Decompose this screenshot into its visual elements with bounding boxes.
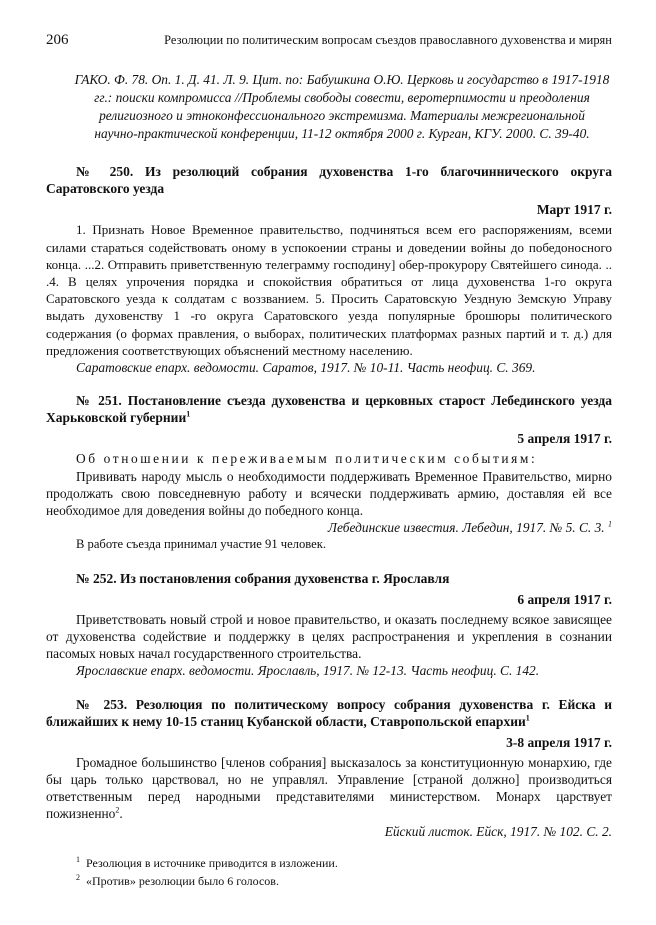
source-line: гг.: поиски компромисса //Проблемы свободы совести, веротерпимости и преодоления — [94, 90, 590, 106]
doc-250-text: 1. Признать Новое Временное правительство, подчиняться всем его распоряжениям, всеми силами стараться содействовать оному в успокоении страны и доведении войны до победоносного конца. ...2. Отправить приветственную телеграмму господину] обер-прокурору Святейшего синода. .. .4. В целях упрочения порядка и спокойствия обратиться от лица духовенства 1-го округа Саратовского уезда к солдатам с воззванием. 5. Просить Саратовскую Уездную Земскую Управу выдать духовенству 1 -го округа Саратовского уезда популярные брошюры политического содержания (о формах правления, о выборах, политических платформах разных партий и т. д.) для предложения соответствующих объяснений местному населению. — [46, 222, 612, 358]
doc-252-title: № 252. Из постановления собрания духовенства г. Ярославля — [76, 570, 450, 586]
footnote-mark: 2 — [76, 872, 80, 882]
doc-251-title-text: № 251. Постановление съезда духовенства и церковных старост Лебединского уезда Харьковской губернии — [46, 393, 612, 426]
doc-251-citation — [46, 519, 612, 536]
doc-251-citation-footnote-mark: 1 — [608, 519, 612, 529]
doc-251-date: 5 апреля 1917 г. — [517, 431, 612, 447]
doc-251-subheading: Об отношении к переживаемым политическим событиям: — [76, 451, 538, 467]
spacer — [46, 554, 612, 570]
document-252 — [46, 570, 612, 680]
archival-source-reference — [46, 71, 612, 143]
spacer — [46, 376, 612, 392]
doc-253-citation: Ейский листок. Ейск, 1917. № 102. С. 2. — [384, 823, 612, 839]
doc-253-text-footnote-mark: 2 — [115, 806, 120, 816]
doc-253-title — [46, 696, 612, 730]
page-header — [46, 32, 612, 49]
doc-250-citation: Саратовские епарх. ведомости. Саратов, 1917. № 10-11. Часть неофиц. С. 369. — [76, 360, 536, 376]
document-page — [46, 32, 612, 890]
footnotes — [46, 854, 612, 890]
footnote — [46, 854, 612, 872]
footnote-mark: 1 — [76, 854, 80, 864]
page-number: 206 — [46, 32, 69, 48]
footnote-text: Резолюция в источнике приводится в изложении. — [86, 855, 338, 870]
doc-251-note: В работе съезда принимал участие 91 человек. — [76, 537, 326, 552]
document-251 — [46, 392, 612, 553]
doc-251-citation-text: Лебединские известия. Лебедин, 1917. № 5. С. 3. — [327, 520, 605, 536]
document-253 — [46, 696, 612, 840]
source-line: научно-практической конференции, 11-12 октября 2000 г. Курган, КГУ. 2000. С. 39-40. — [94, 126, 590, 142]
running-title: Резолюции по политическим вопросам съездов православного духовенства и мирян — [164, 33, 612, 47]
doc-253-text: Громадное большинство [членов собрания] высказалось за конституционную монархию, где бы царь только царствовал, но не управлял. Управление [страной должно] производиться ответственным перед народными представителями министерством. Монарх царствует пожизненно$^2$. — [46, 754, 612, 822]
footnote — [46, 872, 612, 890]
doc-252-citation: Ярославские епарх. ведомости. Ярославль, 1917. № 12-13. Часть неофиц. С. 142. — [76, 663, 540, 679]
doc-250-date: Март 1917 г. — [536, 202, 612, 218]
doc-253-date: 3-8 апреля 1917 г. — [506, 734, 612, 750]
doc-252-date: 6 апреля 1917 г. — [517, 591, 612, 607]
doc-253-title-footnote-mark: 1 — [525, 713, 530, 723]
source-line: религиозного и этноконфессионального экстремизма. Материалы межрегиональной — [99, 108, 585, 124]
doc-251-title — [46, 392, 612, 426]
doc-253-title-text: № 253. Резолюция по политическому вопросу собрания духовенства г. Ейска и ближайших к нему 10-15 станиц Кубанской области, Ставропольской епархии — [46, 696, 612, 729]
doc-251-title-footnote-mark: 1 — [186, 409, 191, 419]
source-line: ГАКО. Ф. 78. Оп. 1. Д. 41. Л. 9. Цит. по: Бабушкина О.Ю. Церковь и государство в 1917-1918 — [74, 72, 610, 88]
doc-251-text: Прививать народу мысль о необходимости поддерживать Временное Правительство, мирно продолжать свою повседневную работу и всячески поддерживать армию, доставляя ей все необходимое для доведения войны до победного конца. — [46, 468, 612, 519]
document-250 — [46, 163, 612, 376]
doc-250-title: № 250. Из резолюций собрания духовенства 1-го благочиннического округа Саратовского уезда — [46, 164, 612, 197]
spacer — [46, 680, 612, 696]
footnote-text: «Против» резолюции было 6 голосов. — [86, 873, 279, 888]
doc-252-text: Приветствовать новый строй и новое правительство, и оказать последнему всякое зависящее от духовенства содействие и поддержку в целях распространения и укрепления в сознании пасомых новых начал государственного строительства. — [46, 611, 612, 662]
doc-253-text-body: Громадное большинство [членов собрания] высказалось за конституционную монархию, где бы царь только царствовал, но не управлял. Управление [страной должно] производиться ответственным перед народными представителями министерством. Монарх царствует пожизненно — [46, 754, 612, 822]
